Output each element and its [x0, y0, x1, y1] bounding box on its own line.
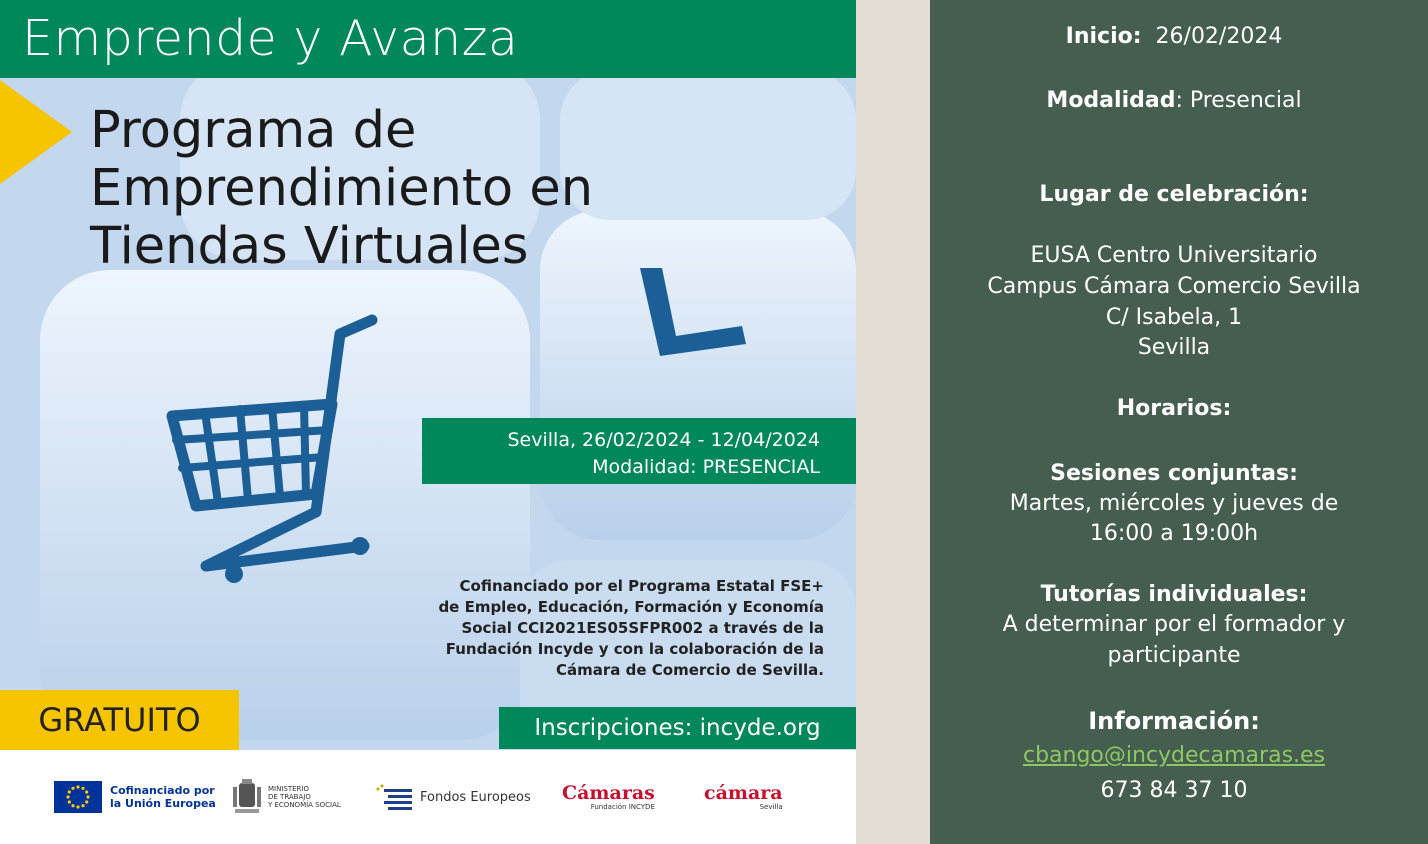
modality-label: Modalidad [1046, 88, 1176, 113]
tutoring-line: A determinar por el formador y [1002, 612, 1346, 637]
info-heading: Información: [1088, 707, 1260, 735]
spain-coat-of-arms-icon [230, 779, 264, 815]
venue-line: C/ Isabela, 1 [1105, 305, 1243, 330]
camara-subtext: Sevilla [759, 802, 783, 811]
dates-line: Sevilla, 26/02/2024 - 12/04/2024 [507, 429, 820, 451]
modality [930, 88, 1418, 113]
start-date [930, 24, 1418, 49]
cofinancing-text [354, 576, 824, 681]
venue-line: Campus Cámara Comercio Sevilla [987, 274, 1361, 299]
camara-sevilla-logo [704, 778, 783, 816]
venue-line: EUSA Centro Universitario [1030, 243, 1318, 268]
start-value: 26/02/2024 [1155, 24, 1283, 49]
fondos-europeos-icon [374, 783, 414, 811]
cofinancing-line: Social CCI2021ES05SFPR002 a través de la [461, 619, 824, 637]
program-title-line: Programa de [90, 101, 417, 160]
camaras-logo [562, 778, 655, 816]
program-title-line: Tiendas Virtuales [90, 217, 529, 276]
joint-sessions-heading: Sesiones conjuntas: [1050, 461, 1298, 486]
eu-text-line: Cofinanciado por [110, 784, 215, 797]
modality-value: : Presencial [1175, 88, 1302, 113]
venue-line: Sevilla [1137, 335, 1211, 360]
modality-line: Modalidad: PRESENCIAL [592, 456, 820, 478]
tutoring-line: participante [1107, 643, 1241, 668]
venue-heading: Lugar de celebración: [1039, 182, 1309, 207]
poster-header: Emprende y Avanza [22, 10, 519, 67]
cofinancing-line: Fundación Incyde y con la colaboración de la [445, 640, 824, 658]
eu-logo [54, 778, 216, 816]
eu-text-line: la Unión Europea [110, 797, 216, 810]
dates-banner [422, 418, 856, 484]
tutoring-heading: Tutorías individuales: [1040, 582, 1308, 607]
ministry-text-line: MINISTERIO [268, 785, 309, 793]
info-panel [930, 0, 1428, 844]
program-title [90, 102, 593, 276]
camaras-text: Cámaras [562, 781, 655, 804]
cofinancing-line: de Empleo, Educación, Formación y Economía [438, 598, 824, 616]
eu-flag-icon [54, 781, 102, 813]
schedule-heading: Horarios: [1116, 396, 1232, 421]
ministry-text-line: Y ECONOMÍA SOCIAL [268, 801, 341, 809]
logo-strip [0, 750, 856, 844]
registration-banner[interactable]: Inscripciones: incyde.org [499, 707, 856, 749]
phone-number: 673 84 37 10 [1100, 778, 1248, 803]
free-badge: GRATUITO [0, 690, 239, 750]
camara-text: cámara [704, 781, 783, 804]
joint-sessions-line: Martes, miércoles y jueves de [1009, 491, 1339, 516]
fondos-europeos-logo [374, 778, 531, 816]
cofinancing-line: Cámara de Comercio de Sevilla. [556, 661, 824, 679]
ministry-text-line: DE TRABAJO [268, 793, 311, 801]
email-link[interactable]: cbango@incydecamaras.es [1022, 743, 1326, 768]
yellow-arrow-icon [0, 80, 72, 184]
cofinancing-line: Cofinanciado por el Programa Estatal FSE+ [459, 577, 824, 595]
start-label: Inicio: [1065, 24, 1142, 49]
program-title-line: Emprendimiento en [90, 159, 594, 218]
camaras-subtext: Fundación INCYDE [590, 802, 655, 811]
fondos-text: Fondos Europeos [420, 789, 531, 805]
joint-sessions-line: 16:00 a 19:00h [1089, 521, 1259, 546]
ministry-logo [230, 778, 341, 816]
